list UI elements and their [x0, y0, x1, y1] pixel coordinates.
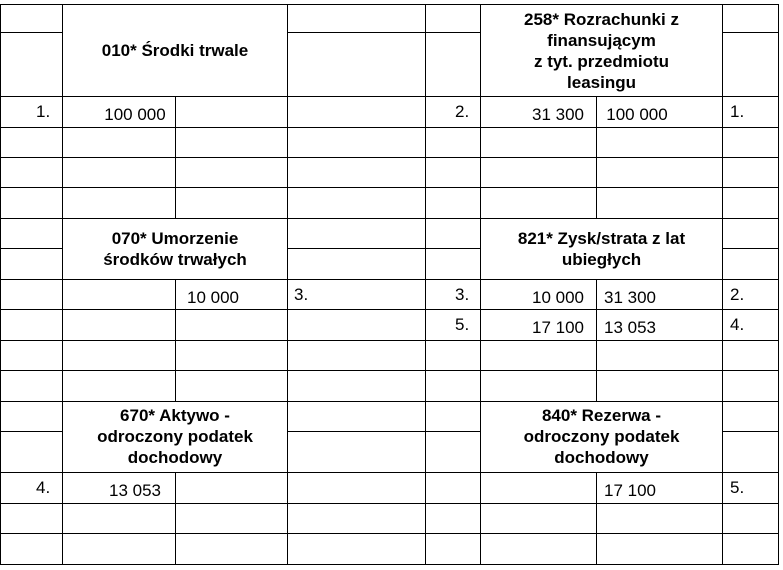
credit-value: 100 000 [606, 105, 668, 124]
account-670-title [63, 401, 287, 472]
account-070-title [63, 219, 287, 279]
account-840-title [481, 401, 722, 472]
account-title-line: 070* Umorzenie [111, 229, 239, 248]
debit-value: 17 100 [532, 318, 584, 337]
debit-value: 13 053 [109, 481, 161, 500]
grid-line [0, 472, 779, 473]
credit-value: 10 000 [187, 288, 239, 307]
account-title-line: odroczony podatek [523, 427, 680, 446]
account-title-line: z tyt. przedmiotu [533, 51, 670, 71]
grid-line [0, 96, 779, 97]
grid-line [778, 4, 779, 565]
entry-ref: 1. [730, 102, 745, 121]
account-title-line: dochodowy [127, 448, 223, 467]
entry-ref: 2. [730, 285, 745, 304]
entry-ref: 5. [730, 478, 745, 497]
credit-value: 17 100 [604, 481, 656, 500]
grid-line [0, 340, 779, 341]
grid-line [0, 564, 779, 565]
account-title-line: 670* Aktywo - [120, 406, 230, 425]
account-258-title [481, 5, 722, 96]
credit-value: 31 300 [604, 288, 656, 307]
grid-line [0, 248, 62, 249]
grid-line [722, 4, 723, 565]
account-title-line: 821* Zysk/strata z lat [517, 229, 686, 248]
debit-value: 31 300 [532, 105, 584, 124]
grid-line [0, 157, 779, 158]
grid-line [0, 279, 779, 280]
grid-line [0, 127, 779, 128]
entry-ref: 2. [455, 102, 470, 121]
entry-ref: 1. [36, 102, 51, 121]
account-title-line: 840* Rezerwa - [541, 406, 662, 425]
account-title-line: finansującym [547, 30, 656, 50]
entry-ref: 3. [455, 285, 470, 304]
grid-line [287, 4, 288, 565]
account-title-line: ubiegłych [561, 250, 642, 269]
account-821-title [481, 219, 722, 279]
account-010-title [63, 5, 287, 96]
account-title-line: odroczony podatek [97, 427, 253, 446]
account-title-line: dochodowy [554, 448, 649, 467]
account-title-line: leasingu [567, 72, 636, 92]
grid-line [0, 187, 779, 188]
entry-ref: 5. [455, 315, 470, 334]
account-title-line: 258* Rozrachunki z [524, 9, 679, 29]
grid-line [287, 32, 480, 33]
grid-line [287, 248, 480, 249]
grid-line [0, 503, 779, 504]
grid-line [0, 370, 779, 371]
entry-ref: 3. [294, 285, 309, 304]
credit-value: 13 053 [604, 318, 656, 337]
grid-line [722, 248, 779, 249]
grid-line [722, 431, 779, 432]
grid-line [0, 32, 62, 33]
grid-line [722, 32, 779, 33]
account-title-line: 010* Środki trwale [101, 41, 249, 60]
grid-line [287, 431, 480, 432]
debit-value: 100 000 [104, 105, 166, 124]
grid-line [0, 533, 779, 534]
entry-ref: 4. [36, 478, 51, 497]
entry-ref: 4. [730, 315, 745, 334]
grid-line [0, 4, 1, 565]
grid-line [425, 4, 426, 565]
grid-line [0, 309, 779, 310]
grid-line [0, 431, 62, 432]
account-title-line: środków trwałych [103, 250, 247, 269]
debit-value: 10 000 [532, 288, 584, 307]
